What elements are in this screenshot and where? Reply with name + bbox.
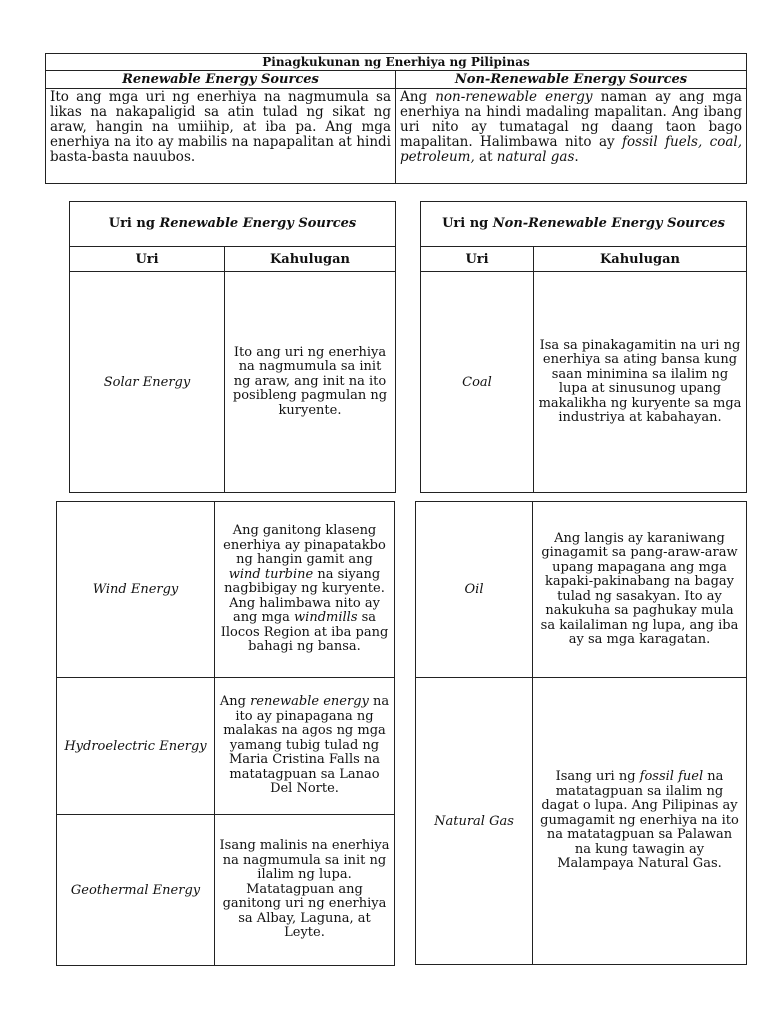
renewable-meaning-geothermal: Isang malinis na enerhiya na nagmumula sa init ng ilalim ng lupa. Matatagpuan ang ganitong uri ng enerhiya sa Albay, Laguna, at Leyte. (215, 815, 395, 966)
renewable-col-type: Uri (70, 247, 225, 272)
nonrenewable-description: Ang non-renewable energy naman ay ang mga enerhiya na hindi madaling mapalitan. Ang ibang uri nito ay tumatagal ng daang taon bago mapalitan. Halimbawa nito ay fossil fuels, coal, petroleum, at natural gas. (396, 89, 747, 184)
nonrenewable-meaning-oil: Ang langis ay karaniwang ginagamit sa pang-araw-araw upang mapagana ang mga kapaki-pakinabang na bagay tulad ng sasakyan. Ito ay nakukuha sa paghukay mula sa kailaliman ng lupa, ang iba ay sa mga karagatan. (533, 502, 747, 678)
nonrenewable-types-continued (415, 501, 747, 965)
nonrenewable-col-type: Uri (421, 247, 534, 272)
renewable-meaning-hydroelectric: Ang renewable energy na ito ay pinapagana ng malakas na agos ng mga yamang tubig tulad ng Maria Cristina Falls na matatagpuan sa Lanao Del Norte. (215, 678, 395, 815)
nonrenewable-meaning-natural-gas: Isang uri ng fossil fuel na matatagpuan sa ilalim ng dagat o lupa. Ang Pilipinas ay gumagamit ng enerhiya na ito na matatagpuan sa Palawan na kung tawagin ay Malampaya Natural Gas. (533, 678, 747, 965)
renewable-type-solar: Solar Energy (70, 272, 225, 493)
nonrenewable-meaning-coal: Isa sa pinakagamitin na uri ng enerhiya sa ating bansa kung saan minimina sa ilalim ng lupa at sinusunog upang makalikha ng kuryente sa mga industriya at kabahayan. (534, 272, 747, 493)
renewable-type-geothermal: Geothermal Energy (57, 815, 215, 966)
renewable-types-table (69, 201, 396, 493)
nonrenewable-type-coal: Coal (421, 272, 534, 493)
renewable-table-title: Uri ng Renewable Energy Sources (70, 202, 396, 247)
summary-title: Pinagkukunan ng Enerhiya ng Pilipinas (46, 54, 747, 71)
nonrenewable-type-oil: Oil (416, 502, 533, 678)
renewable-type-hydroelectric: Hydroelectric Energy (57, 678, 215, 815)
renewable-meaning-wind: Ang ganitong klaseng enerhiya ay pinapatakbo ng hangin gamit ang wind turbine na siyang nagbibigay ng kuryente. Ang halimbawa nito ay ang mga windmills sa Ilocos Region at iba pang bahagi ng bansa. (215, 502, 395, 678)
nonrenewable-table-title: Uri ng Non-Renewable Energy Sources (421, 202, 747, 247)
summary-table (45, 53, 747, 184)
nonrenewable-header: Non-Renewable Energy Sources (396, 71, 747, 89)
renewable-type-wind: Wind Energy (57, 502, 215, 678)
renewable-types-continued (56, 501, 395, 966)
renewable-header: Renewable Energy Sources (46, 71, 396, 89)
nonrenewable-types-table (420, 201, 747, 493)
nonrenewable-col-meaning: Kahulugan (534, 247, 747, 272)
renewable-description: Ito ang mga uri ng enerhiya na nagmumula sa likas na nakapaligid sa atin tulad ng sikat ng araw, hangin na umiihip, at iba pa. Ang mga enerhiya na ito ay mabilis na napapalitan at hindi basta-basta nauubos. (46, 89, 396, 184)
nonrenewable-type-natural-gas: Natural Gas (416, 678, 533, 965)
renewable-col-meaning: Kahulugan (225, 247, 396, 272)
renewable-meaning-solar: Ito ang uri ng enerhiya na nagmumula sa init ng araw, ang init na ito posibleng pagmulan ng kuryente. (225, 272, 396, 493)
